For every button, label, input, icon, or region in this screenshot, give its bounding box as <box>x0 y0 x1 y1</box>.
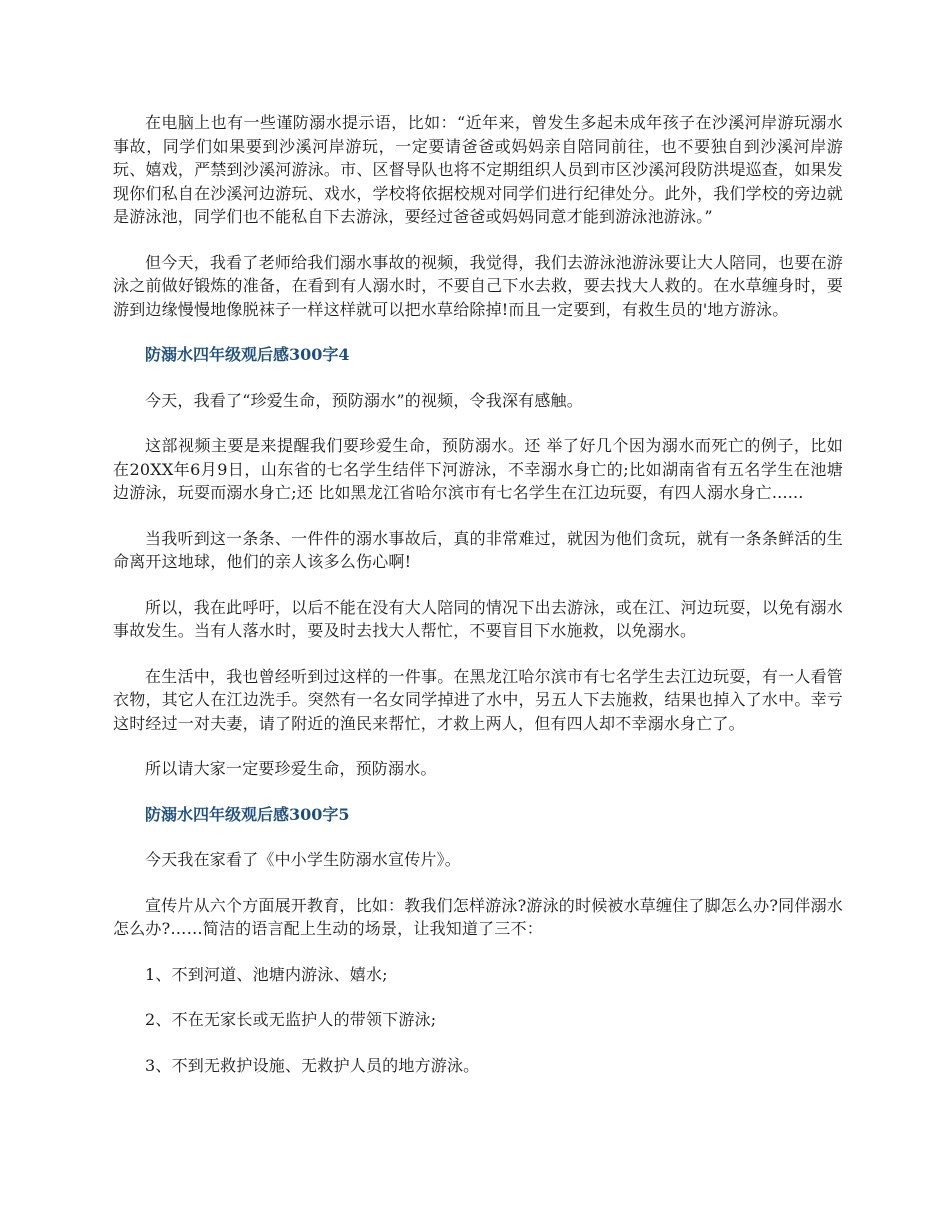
section-heading-4: 防溺水四年级观后感300字4 <box>145 345 350 364</box>
list-item-rule-1: 1、不到河道、池塘内游泳、嬉水; <box>145 964 388 984</box>
section-heading-5: 防溺水四年级观后感300字5 <box>145 804 350 824</box>
list-item-rule-3: 3、不到无救护设施、无救护人员的地方游泳。 <box>145 1055 480 1075</box>
paragraph-examples: 这部视频主要是来提醒我们要珍爱生命，预防溺水。还 举了好几个因为溺水而死亡的例子，比如在20XX年6月9日，山东省的七名学生结伴下河游泳，不幸溺水身亡的;比如湖南省有五名学生在池塘边游泳，玩耍而溺水身亡;还 比如黑龙江省哈尔滨市有七名学生在江边玩耍，有四人溺水身亡...... <box>113 436 843 502</box>
paragraph-story: 在生活中，我也曾经听到过这样的一件事。在黑龙江哈尔滨市有七名学生去江边玩耍，有一人看管衣物，其它人在江边洗手。突然有一名女同学掉进了水中，另五人下去施救，结果也掉入了水中。幸亏这时经过一对夫妻，请了附近的渔民来帮忙，才救上两人，但有四人却不幸溺水身亡了。 <box>113 666 843 733</box>
paragraph-intro-5: 今天我在家看了《中小学生防溺水宣传片》。 <box>145 850 462 869</box>
paragraph-intro-4: 今天，我看了“珍爱生命，预防溺水”的视频，令我深有感触。 <box>145 390 583 410</box>
paragraph-promo-film: 宣传片从六个方面展开教育，比如：教我们怎样游泳?游泳的时候被水草缠住了脚怎么办?同伴溺水怎么办?……简洁的语言配上生动的场景，让我知道了三不： <box>113 895 843 938</box>
paragraph-conclusion-4: 所以请大家一定要珍爱生命，预防溺水。 <box>145 759 437 778</box>
paragraph-video-reflection: 但今天，我看了老师给我们溺水事故的视频，我觉得，我们去游泳池游泳要让大人陪同，也要在游泳之前做好锻炼的准备，在看到有人溺水时，不要自己下水去救，要去找大人救的。在水草缠身时，要游到边缘慢慢地像脱袜子一样这样就可以把水草给除掉!而且一定要到，有救生员的'地方游泳。 <box>113 252 843 319</box>
paragraph-appeal: 所以，我在此呼吁，以后不能在没有大人陪同的情况下出去游泳，或在江、河边玩耍，以免有溺水事故发生。当有人落水时，要及时去找大人帮忙，不要盲目下水施救，以免溺水。 <box>113 597 843 640</box>
paragraph-warning-quote: 在电脑上也有一些谨防溺水提示语，比如：“近年来，曾发生多起未成年孩子在沙溪河岸游玩溺水事故，同学们如果要到沙溪河岸游玩，一定要请爸爸或妈妈亲自陪同前往，也不要独自到沙溪河岸游玩、嬉戏，严禁到沙溪河游泳。市、区督导队也将不定期组织人员到市区沙溪河段防洪堤巡查，如果发现你们私自在沙溪河边游玩、戏水，学校将依据校规对同学们进行纪律处分。此外，我们学校的旁边就是游泳池，同学们也不能私自下去游泳，要经过爸爸或妈妈同意才能到游泳池游泳。” <box>113 113 843 226</box>
paragraph-sadness: 当我听到这一条条、一件件的溺水事故后，真的非常难过，就因为他们贪玩，就有一条条鲜活的生命离开这地球，他们的亲人该多么伤心啊! <box>113 528 843 571</box>
document-body <box>113 111 843 1099</box>
list-item-rule-2: 2、不在无家长或无监护人的带领下游泳; <box>145 1010 437 1029</box>
